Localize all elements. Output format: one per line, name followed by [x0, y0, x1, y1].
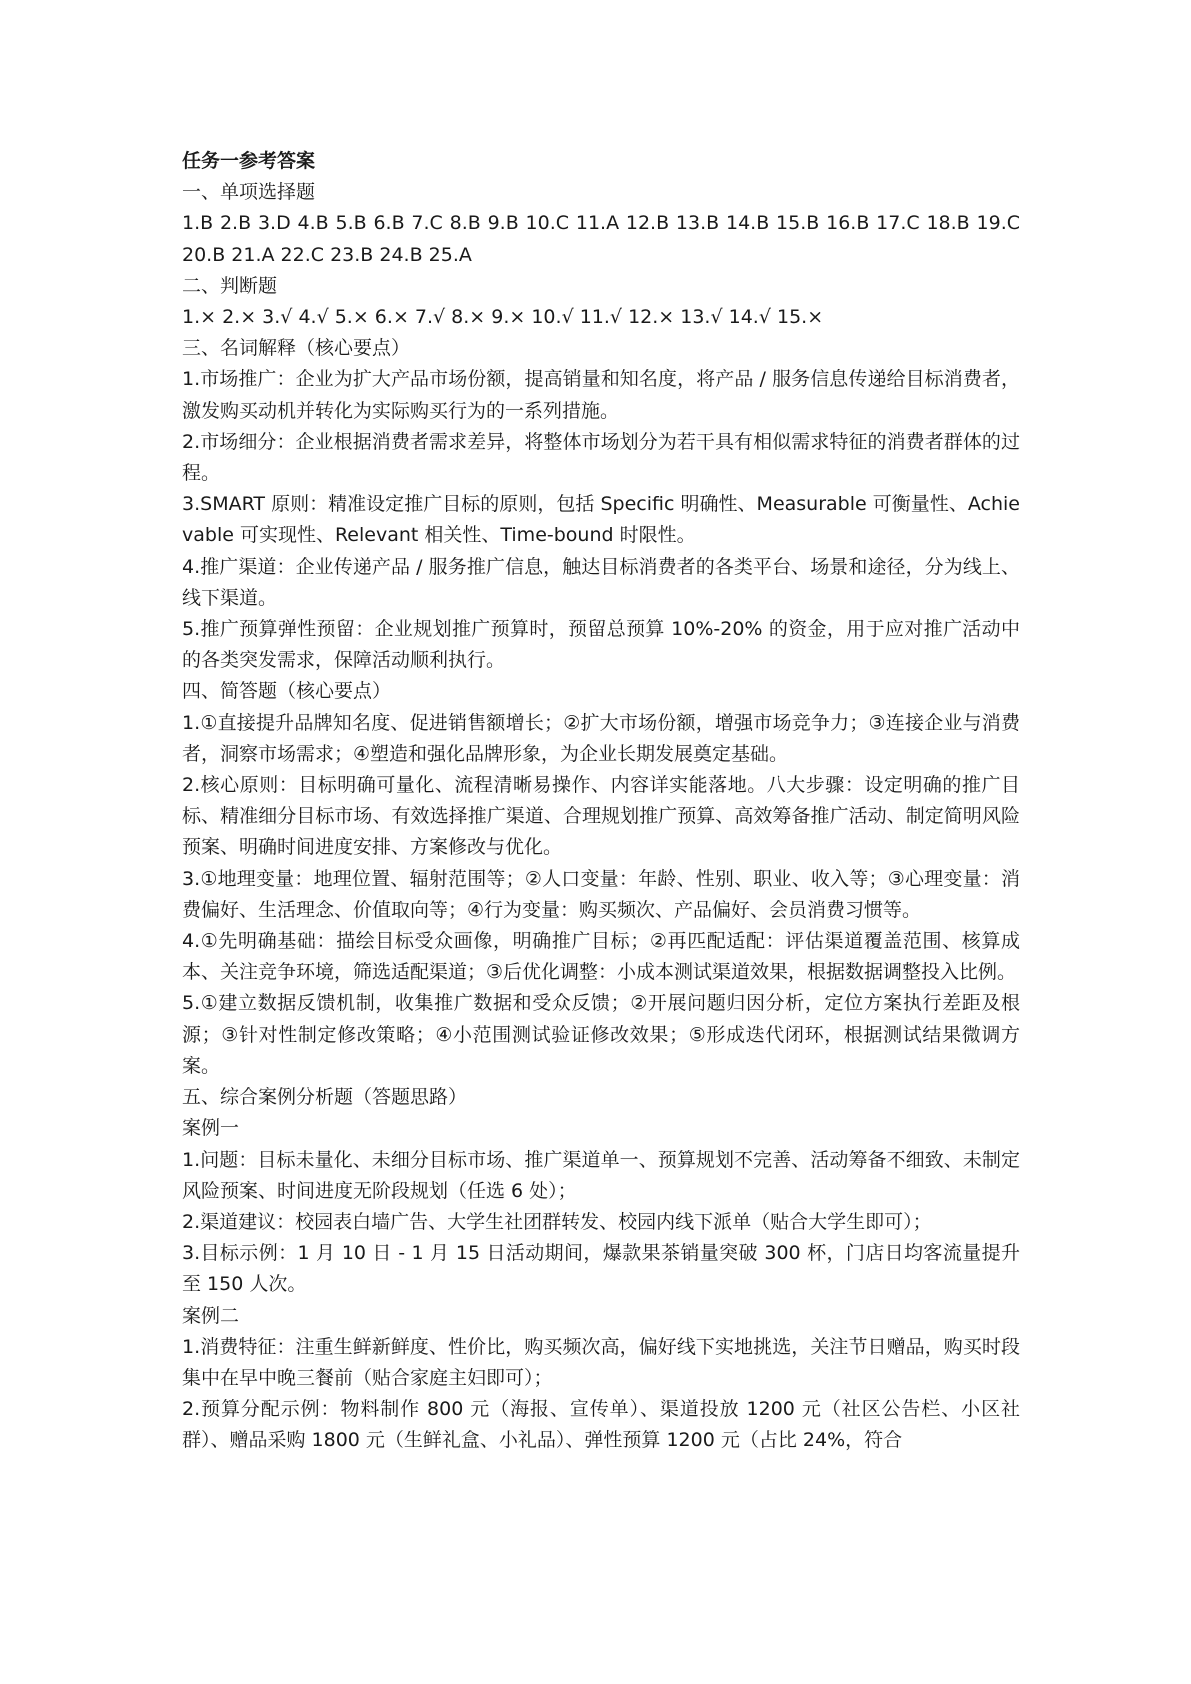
- section-heading-case-analysis: 五、综合案例分析题（答题思路）: [182, 1086, 468, 1109]
- short-answer-item: 1.①直接提升品牌知名度、促进销售额增长；②扩大市场份额，增强市场竞争力；③连接企业与消费者，洞察市场需求；④塑造和强化品牌形象，为企业长期发展奠定基础。: [182, 711, 1020, 765]
- short-answer-item: 4.①先明确基础：描绘目标受众画像，明确推广目标；②再匹配适配：评估渠道覆盖范围、核算成本、关注竞争环境，筛选适配渠道；③后优化调整：小成本测试渠道效果，根据数据调整投入比例。: [182, 930, 1020, 984]
- case-two-item: 1.消费特征：注重生鲜新鲜度、性价比，购买频次高，偏好线下实地挑选，关注节日赠品，购买时段集中在早中晚三餐前（贴合家庭主妇即可）；: [182, 1335, 1020, 1389]
- section-heading-definitions: 三、名词解释（核心要点）: [182, 337, 411, 360]
- document-title: 任务一参考答案: [182, 150, 316, 172]
- true-false-answers: 1.× 2.× 3.√ 4.√ 5.× 6.× 7.√ 8.× 9.× 10.√ 11.√ 12.× 13.√ 14.√ 15.×: [182, 306, 824, 329]
- case-two-item: 2.预算分配示例：物料制作 800 元（海报、宣传单）、渠道投放 1200 元（社区公告栏、小区社群）、赠品采购 1800 元（生鲜礼盒、小礼品）、弹性预算 1200 元（占比 24%，符合: [182, 1398, 1020, 1452]
- case-one-item: 1.问题：目标未量化、未细分目标市场、推广渠道单一、预算规划不完善、活动筹备不细致、未制定风险预案、时间进度无阶段规划（任选 6 处）；: [182, 1148, 1020, 1202]
- section-heading-single-choice: 一、单项选择题: [182, 181, 316, 204]
- section-heading-short-answer: 四、简答题（核心要点）: [182, 680, 392, 703]
- definition-item: 3.SMART 原则：精准设定推广目标的原则，包括 Specific 明确性、Measurable 可衡量性、Achievable 可实现性、Relevant 相关性、Time-bound 时限性。: [182, 493, 1020, 547]
- case-one-item: 3.目标示例：1 月 10 日 - 1 月 15 日活动期间，爆款果茶销量突破 300 杯，门店日均客流量提升至 150 人次。: [182, 1242, 1020, 1296]
- definition-item: 4.推广渠道：企业传递产品 / 服务推广信息，触达目标消费者的各类平台、场景和途径，分为线上、线下渠道。: [182, 555, 1020, 609]
- section-heading-true-false: 二、判断题: [182, 274, 278, 297]
- document-page: [182, 146, 1020, 1457]
- short-answer-item: 3.①地理变量：地理位置、辐射范围等；②人口变量：年龄、性别、职业、收入等；③心理变量：消费偏好、生活理念、价值取向等；④行为变量：购买频次、产品偏好、会员消费习惯等。: [182, 867, 1020, 921]
- definition-item: 2.市场细分：企业根据消费者需求差异，将整体市场划分为若干具有相似需求特征的消费者群体的过程。: [182, 430, 1020, 485]
- definition-item: 5.推广预算弹性预留：企业规划推广预算时，预留总预算 10%-20% 的资金，用于应对推广活动中的各类突发需求，保障活动顺利执行。: [182, 618, 1020, 672]
- case-one-item: 2.渠道建议：校园表白墙广告、大学生社团群转发、校园内线下派单（贴合大学生即可）；: [182, 1210, 932, 1233]
- case-one-label: 案例一: [182, 1117, 240, 1140]
- case-two-label: 案例二: [182, 1304, 240, 1327]
- short-answer-item: 5.①建立数据反馈机制，收集推广数据和受众反馈；②开展问题归因分析，定位方案执行差距及根源；③针对性制定修改策略；④小范围测试验证修改效果；⑤形成迭代闭环，根据测试结果微调方案。: [182, 992, 1020, 1077]
- definition-item: 1.市场推广：企业为扩大产品市场份额，提高销量和知名度，将产品 / 服务信息传递给目标消费者，激发购买动机并转化为实际购买行为的一系列措施。: [182, 368, 1020, 422]
- short-answer-item: 2.核心原则：目标明确可量化、流程清晰易操作、内容详实能落地。八大步骤：设定明确的推广目标、精准细分目标市场、有效选择推广渠道、合理规划推广预算、高效筹备推广活动、制定简明风险预案、明确时间进度安排、方案修改与优化。: [182, 774, 1020, 859]
- single-choice-answers: 1.B 2.B 3.D 4.B 5.B 6.B 7.C 8.B 9.B 10.C 11.A 12.B 13.B 14.B 15.B 16.B 17.C 18.B 19.C 20.B 21.A 22.C 23.B 24.B 25.A: [182, 212, 1020, 266]
